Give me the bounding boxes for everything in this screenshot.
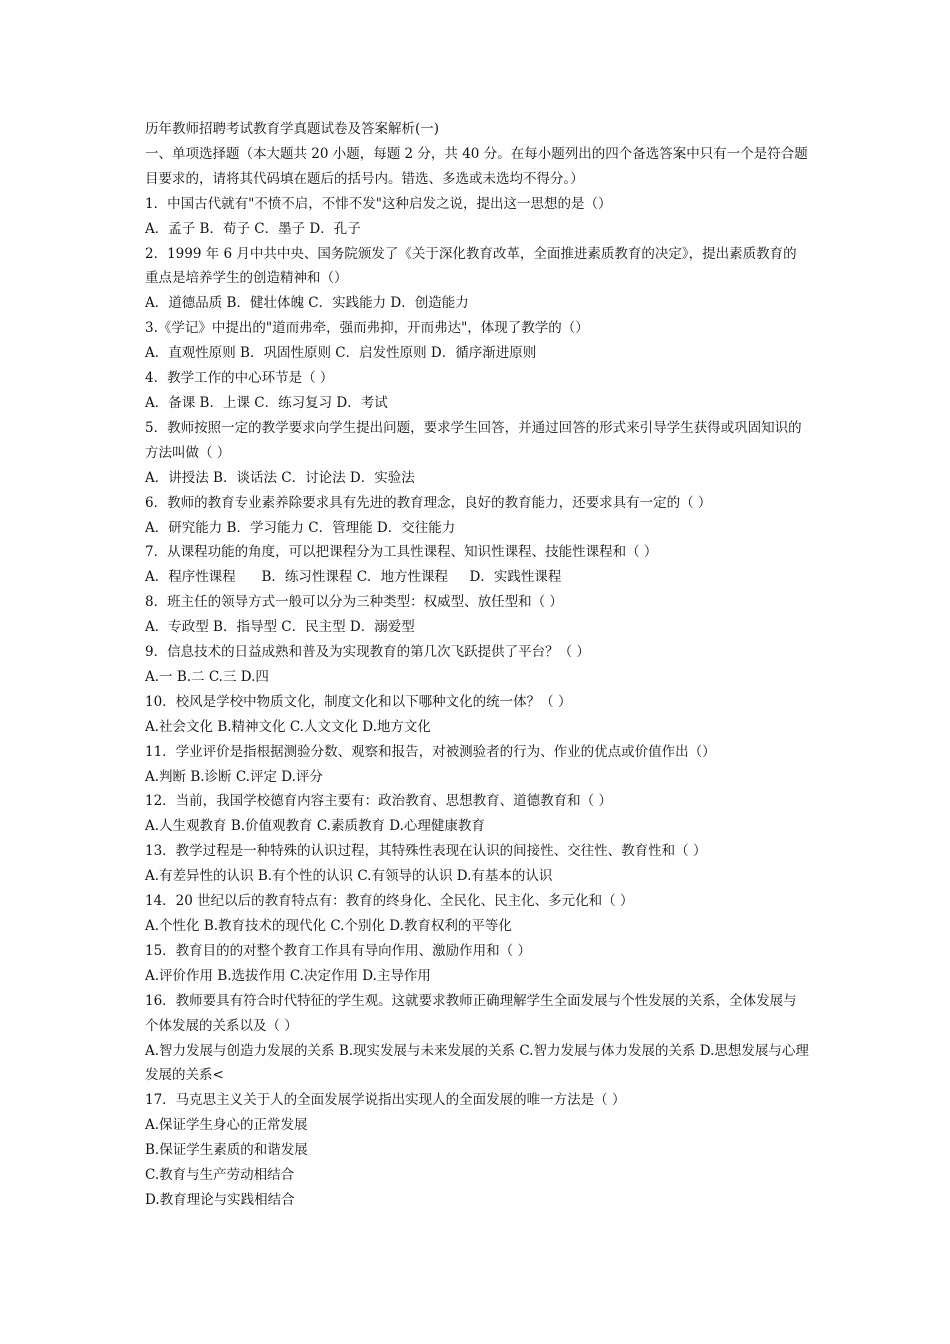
question-list <box>145 192 810 1213</box>
answer-options: A.有差异性的认识 B.有个性的认识 C.有领导的认识 D.有基本的认识 <box>145 868 553 885</box>
question-text: 17．马克思主义关于人的全面发展学说指出实现人的全面发展的唯一方法是（ ） <box>145 1092 626 1109</box>
document-page <box>145 117 810 1213</box>
answer-options: A.保证学生身心的正常发展 <box>145 1117 308 1134</box>
answer-options: A.个性化 B.教育技术的现代化 C.个别化 D.教育权利的平等化 <box>145 918 512 934</box>
answer-options: A．道德品质 B．健壮体魄 C．实践能力 D．创造能力 <box>145 295 469 312</box>
answer-options: A.判断 B.诊断 C.评定 D.评分 <box>145 768 323 785</box>
question-text: 12．当前，我国学校德育内容主要有：政治教育、思想教育、道德教育和（ ） <box>145 793 612 810</box>
question-text: 7．从课程功能的角度，可以把课程分为工具性课程、知识性课程、技能性课程和（ ） <box>145 544 658 561</box>
answer-options: C.教育与生产劳动相结合 <box>145 1167 295 1184</box>
answer-options: A.社会文化 B.精神文化 C.人文文化 D.地方文化 <box>145 718 431 735</box>
answer-options: D.教育理论与实践相结合 <box>145 1191 295 1208</box>
section-heading: 一、单项选择题（本大题共 20 小题，每题 2 分，共 40 分。在每小题列出的四个备选答案中只有一个是符合题目要求的，请将其代码填在题后的括号内。错选、多选或未选均不得分。） <box>145 145 808 187</box>
answer-options: A.人生观教育 B.价值观教育 C.素质教育 D.心理健康教育 <box>145 818 485 835</box>
question-text: 1．中国古代就有"不愤不启，不悱不发"这种启发之说，提出这一思想的是（） <box>145 195 612 212</box>
question-text: 11．学业评价是指根据测验分数、观察和报告，对被测验者的行为、作业的优点或价值作出（） <box>145 743 716 760</box>
answer-options: A.评价作用 B.选拔作用 C.决定作用 D.主导作用 <box>145 967 431 984</box>
question-text: 4．教学工作的中心环节是（ ） <box>145 370 334 387</box>
question-text: 15．教育目的的对整个教育工作具有导向作用、激励作用和（ ） <box>145 942 531 959</box>
answer-options: A.智力发展与创造力发展的关系 B.现实发展与未来发展的关系 C.智力发展与体力发展的关系 D.思想发展与心理发展的关系< <box>145 1042 809 1084</box>
question-text: 2．1999 年 6 月中共中央、国务院颁发了《关于深化教育改革，全面推进素质教育的决定》，提出素质教育的重点是培养学生的创造精神和（） <box>145 245 797 287</box>
question-text: 10．校风是学校中物质文化，制度文化和以下哪种文化的统一体？（ ） <box>145 693 572 710</box>
question-text: 9．信息技术的日益成熟和普及为实现教育的第几次飞跃提供了平台？（ ） <box>145 644 590 661</box>
answer-options: A．专政型 B．指导型 C．民主型 D．溺爱型 <box>145 619 415 636</box>
answer-options: A．讲授法 B．谈话法 C．讨论法 D．实验法 <box>145 469 415 486</box>
answer-options: A．孟子 B．荀子 C．墨子 D．孔子 <box>145 220 361 237</box>
question-text: 14．20 世纪以后的教育特点有：教育的终身化、全民化、民主化、多元化和（ ） <box>145 893 634 910</box>
answer-options: A．程序性课程 B．练习性课程 C．地方性课程 D．实践性课程 <box>145 569 562 586</box>
answer-options: A．直观性原则 B．巩固性原则 C．启发性原则 D．循序渐进原则 <box>145 345 537 362</box>
answer-options: B.保证学生素质的和谐发展 <box>145 1142 308 1159</box>
question-text: 13．教学过程是一种特殊的认识过程，其特殊性表现在认识的间接性、交往性、教育性和（ ） <box>145 843 707 860</box>
answer-options: A．备课 B．上课 C．练习复习 D．考试 <box>145 394 388 411</box>
document-title: 历年教师招聘考试教育学真题试卷及答案解析(一) <box>145 121 440 137</box>
answer-options: A.一 B.二 C.三 D.四 <box>145 668 269 685</box>
question-text: 8．班主任的领导方式一般可以分为三种类型：权威型、放任型和（ ） <box>145 594 563 611</box>
question-text: 6．教师的教育专业素养除要求具有先进的教育理念，良好的教育能力，还要求具有一定的（ ） <box>145 494 712 511</box>
question-text: 3.《学记》中提出的"道而弗牵，强而弗抑，开而弗达"，体现了教学的（） <box>145 320 589 337</box>
answer-options: A．研究能力 B．学习能力 C．管理能 D．交往能力 <box>145 519 456 536</box>
question-text: 16．教师要具有符合时代特征的学生观。这就要求教师正确理解学生全面发展与个性发展的关系，全体发展与个体发展的关系以及（ ） <box>145 992 797 1034</box>
question-text: 5．教师按照一定的教学要求向学生提出问题，要求学生回答，并通过回答的形式来引导学生获得或巩固知识的方法叫做（ ） <box>145 419 802 461</box>
